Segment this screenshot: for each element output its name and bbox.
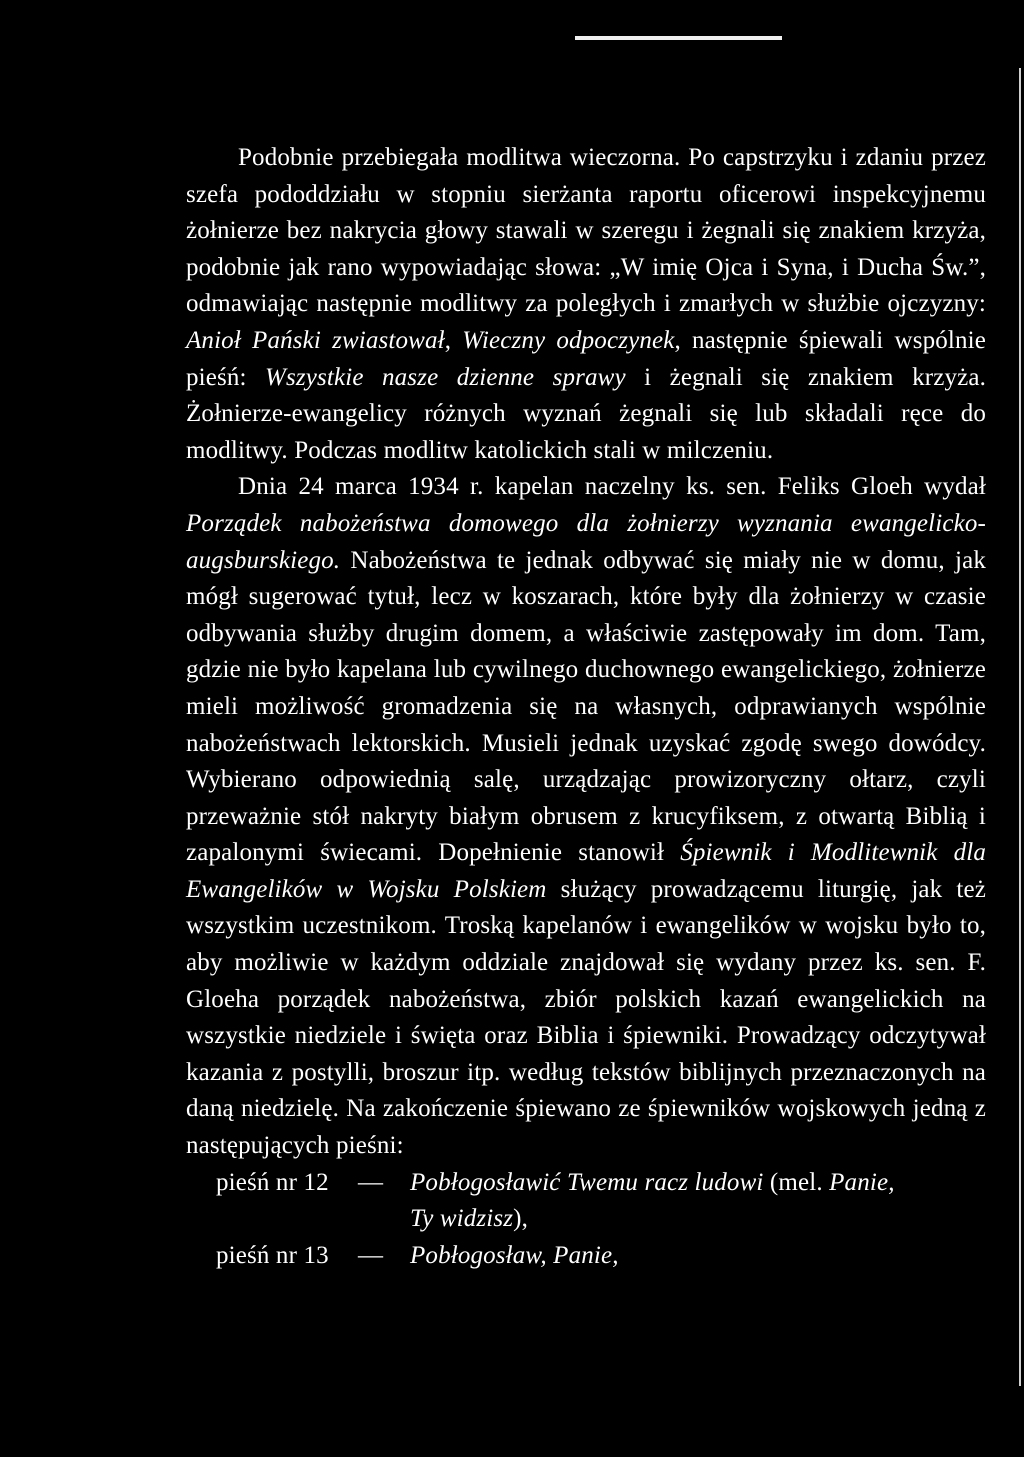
italic-text-run: Pobłogosławić Twemu racz ludowi	[410, 1168, 764, 1196]
paragraph-service-order	[186, 469, 986, 1164]
hymn-title	[410, 1165, 895, 1202]
hymn-number: pieśń nr 13	[216, 1241, 329, 1269]
page-body	[186, 140, 986, 1274]
italic-text-run: Panie,	[829, 1168, 895, 1196]
hymn-entry-12	[186, 1165, 986, 1202]
page-edge-line	[1019, 68, 1021, 1386]
italic-text-run: Ty widzisz	[410, 1205, 514, 1233]
top-rule	[575, 36, 782, 40]
italic-text-run: Wieczny odpoczynek	[462, 326, 675, 354]
hymn-entry-13	[186, 1238, 986, 1275]
text-run: służący prowadzącemu liturgię, jak też wszystkim uczestnikom. Troską kapelanów i ewangelików w wojsku było to, aby możliwie w każdym oddziale znajdował się wydany przez ks. sen. F. Gloeha porządek nabożeństwa, zbiór polskich kazań ewangelickich na wszystkie niedziele i święta oraz Biblia i śpiewniki. Prowadzący odczytywał kazania z postylli, broszur itp. według tekstów biblijnych przeznaczonych na daną niedzielę. Na zakończenie śpiewano ze śpiewników wojskowych jedną z następujących pieśni:	[186, 875, 986, 1160]
paragraph-evening-prayer	[186, 140, 986, 469]
italic-text-run: Śpiewnik i Modlitewnik dla Ewangelików w Wojsku Polskiem	[186, 839, 986, 903]
italic-text-run: Pobłogosław, Panie,	[410, 1241, 619, 1269]
hymn-dash: —	[358, 1241, 384, 1269]
text-run: Podobnie przebiegała modlitwa wieczorna. Po capstrzyku i zdaniu przez szefa pododdziału w stopniu sierżanta raportu oficerowi inspekcyjnemu żołnierze bez nakrycia głowy stawali w szeregu i żegnali się znakiem krzyża, podobnie jak rano wypowiadając słowa: „W imię Ojca i Syna, i Ducha Św.”, odmawiając następnie modlitwy za poległych i zmarłych w służbie ojczyzny:	[186, 144, 986, 318]
italic-text-run: Wszystkie nasze dzienne sprawy	[265, 363, 626, 391]
text-run: ,	[444, 326, 463, 354]
text-run: (mel.	[763, 1168, 830, 1196]
text-run: i żegnali się znakiem krzyża. Żołnierze-ewangelicy różnych wyznań żegnali się lub składali ręce do modlitwy. Podczas modlitw katolickich stali w milczeniu.	[186, 363, 986, 464]
italic-text-run: Anioł Pański zwiastował	[186, 326, 445, 354]
hymn-dash: —	[358, 1168, 384, 1196]
text-run: Nabożeństwa te jednak odbywać się miały nie w domu, jak mógł sugerować tytuł, lecz w koszarach, które były dla żołnierzy w czasie odbywania służby drugim domem, a właściwie zastępowały im dom. Tam, gdzie nie było kapelana lub cywilnego duchownego ewangelickiego, żołnierze mieli możliwość gromadzenia się na własnych, odprawianych wspólnie nabożeństwach lektorskich. Musieli jednak uzyskać zgodę swego dowódcy. Wybierano odpowiednią salę, urządzając prowizoryczny ołtarz, czyli przeważnie stół nakryty białym obrusem z krucyfiksem, z otwartą Biblią i zapalonymi świecami. Dopełnienie stanowił	[186, 546, 986, 867]
italic-text-run: Porządek nabożeństwa domowego dla żołnierzy wyznania ewangelicko-augsburskiego.	[186, 509, 986, 574]
hymn-title	[410, 1238, 619, 1275]
hymn-entry-12-continuation	[186, 1201, 986, 1238]
text-run: ),	[513, 1205, 529, 1233]
hymn-number: pieśń nr 12	[216, 1168, 329, 1196]
text-run: , następnie śpiewali wspólnie pieśń:	[186, 326, 986, 391]
text-run: Dnia 24 marca 1934 r. kapelan naczelny ks. sen. Feliks Gloeh wydał	[238, 473, 986, 501]
